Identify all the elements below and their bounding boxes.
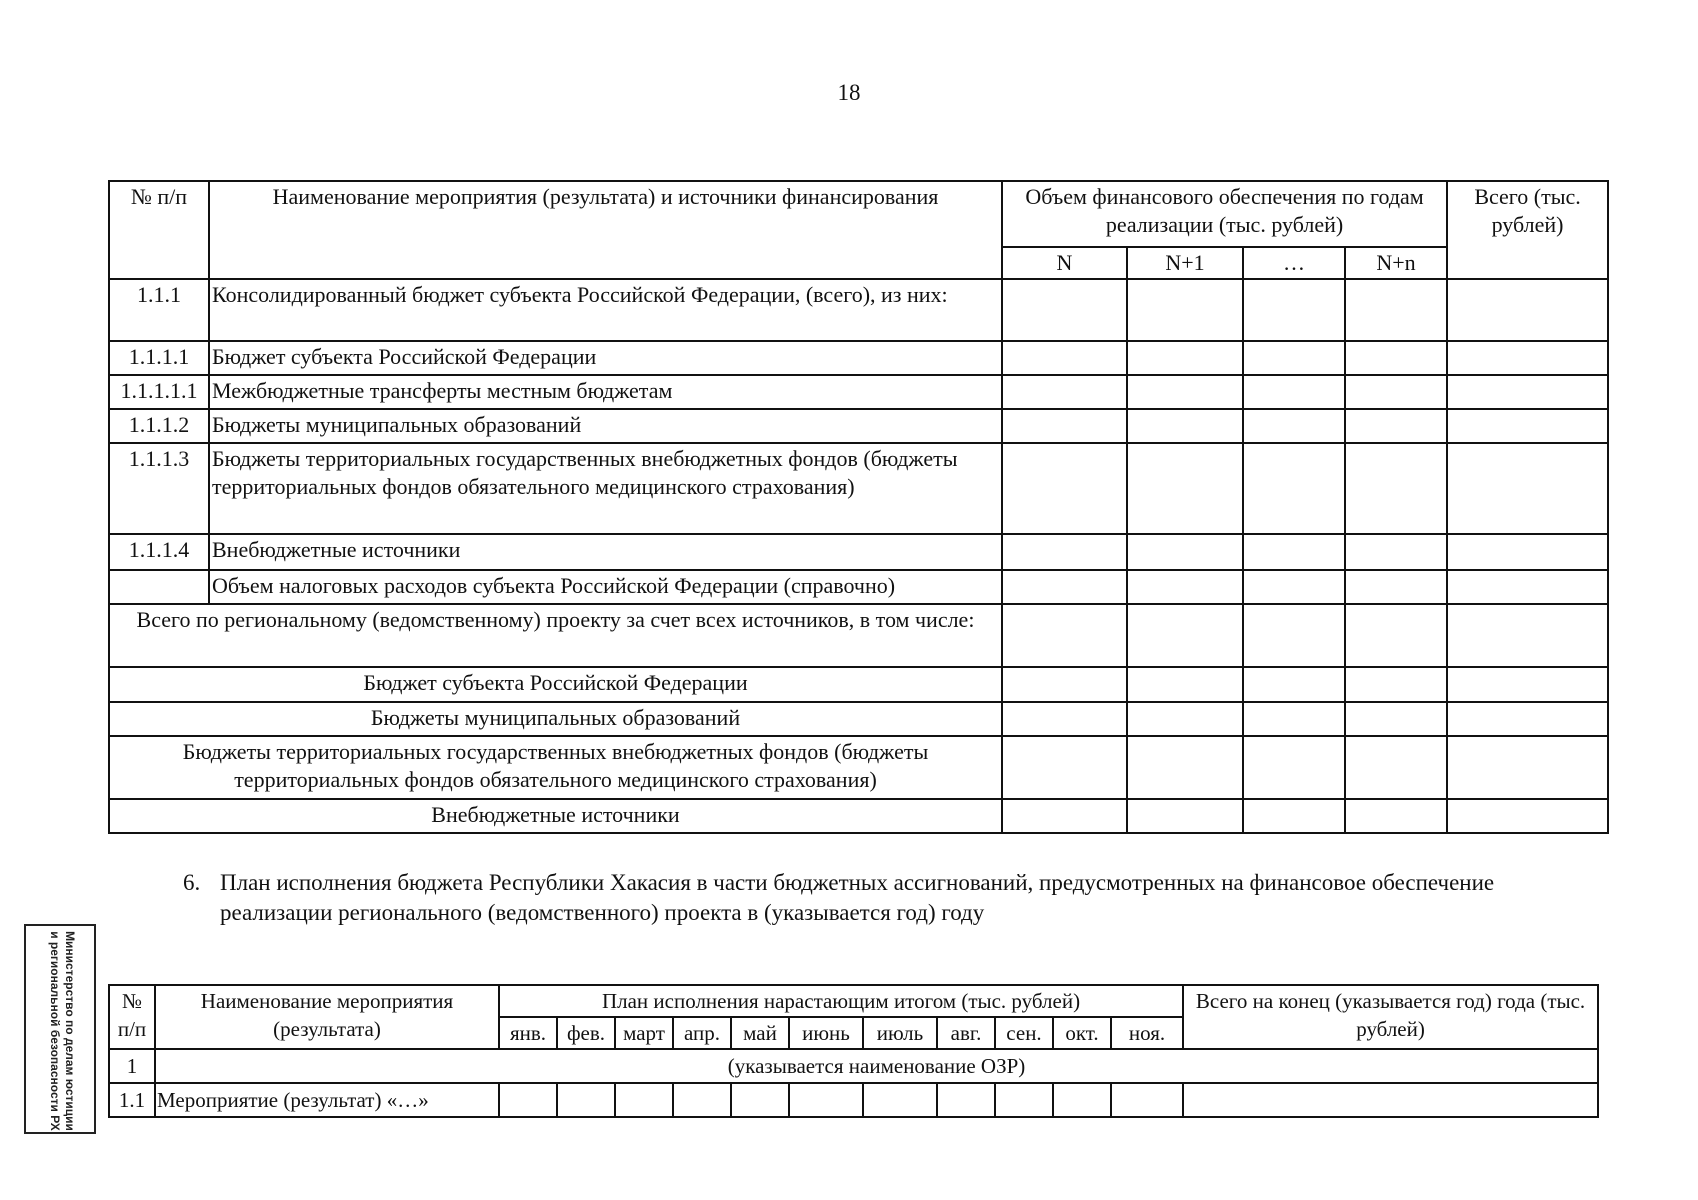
financing-table (108, 180, 1609, 834)
ministry-stamp (24, 924, 96, 1134)
header-total: Всего на конец (указывается год) года (тыс. рублей) (1183, 985, 1598, 1049)
header-month: апр. (673, 1017, 731, 1049)
page-number: 18 (837, 80, 861, 105)
summary-row: Бюджеты территориальных государственных внебюджетных фондов (бюджеты территориальных фондов обязательного медицинского страхования) (109, 736, 1002, 799)
header-year: N (1002, 247, 1127, 279)
summary-row: Всего по региональному (ведомственному) проекту за счет всех источников, в том числе: (109, 604, 1002, 667)
header-month: ноя. (1111, 1017, 1183, 1049)
row-num: 1.1.1 (109, 279, 209, 341)
row-num: 1.1.1.4 (109, 534, 209, 570)
header-month: июнь (789, 1017, 863, 1049)
header-name: Наименование мероприятия (результата) (155, 985, 499, 1049)
section-heading (183, 868, 1583, 928)
row-name: (указывается наименование ОЗР) (155, 1049, 1598, 1083)
summary-row: Внебюджетные источники (109, 799, 1002, 833)
header-num: № п/п (109, 985, 155, 1049)
row-name: Объем налоговых расходов субъекта Российской Федерации (справочно) (209, 570, 1002, 604)
row-name: Межбюджетные трансферты местным бюджетам (209, 375, 1002, 409)
row-num: 1.1.1.3 (109, 443, 209, 534)
header-month: авг. (937, 1017, 995, 1049)
row-num: 1.1 (109, 1083, 155, 1117)
row-num: 1.1.1.2 (109, 409, 209, 443)
row-name: Консолидированный бюджет субъекта Российской Федерации, (всего), из них: (209, 279, 1002, 341)
header-year: N+1 (1127, 247, 1243, 279)
header-plan: План исполнения нарастающим итогом (тыс. рублей) (499, 985, 1183, 1017)
header-total: Всего (тыс. рублей) (1447, 181, 1608, 279)
row-name: Бюджеты территориальных государственных внебюджетных фондов (бюджеты территориальных фондов обязательного медицинского страхования) (209, 443, 1002, 534)
header-month: окт. (1053, 1017, 1111, 1049)
header-year: N+n (1345, 247, 1447, 279)
header-num: № п/п (109, 181, 209, 279)
header-year: … (1243, 247, 1345, 279)
header-name: Наименование мероприятия (результата) и источники финансирования (209, 181, 1002, 279)
row-name: Внебюджетные источники (209, 534, 1002, 570)
header-month: май (731, 1017, 789, 1049)
header-month: июль (863, 1017, 937, 1049)
row-num: 1 (109, 1049, 155, 1083)
header-month: март (615, 1017, 673, 1049)
row-name: Бюджет субъекта Российской Федерации (209, 341, 1002, 375)
section-title: План исполнения бюджета Республики Хакасия в части бюджетных ассигнований, предусмотренных на финансовое обеспечение реализации регионального (ведомственного) проекта в (указывается год) году (220, 870, 1495, 925)
header-volume: Объем финансового обеспечения по годам реализации (тыс. рублей) (1002, 181, 1447, 247)
row-name: Мероприятие (результат) «…» (155, 1083, 499, 1117)
row-num: 1.1.1.1.1 (109, 375, 209, 409)
header-month: янв. (499, 1017, 557, 1049)
stamp-text: Министерство по делам юстиции и региональной безопасности РХ (48, 931, 77, 1131)
header-month: сен. (995, 1017, 1053, 1049)
row-num: 1.1.1.1 (109, 341, 209, 375)
budget-plan-table (108, 984, 1599, 1118)
summary-row: Бюджеты муниципальных образований (109, 702, 1002, 736)
summary-row: Бюджет субъекта Российской Федерации (109, 667, 1002, 702)
row-name: Бюджеты муниципальных образований (209, 409, 1002, 443)
section-number: 6. (183, 870, 201, 895)
row-num (109, 570, 209, 604)
header-month: фев. (557, 1017, 615, 1049)
